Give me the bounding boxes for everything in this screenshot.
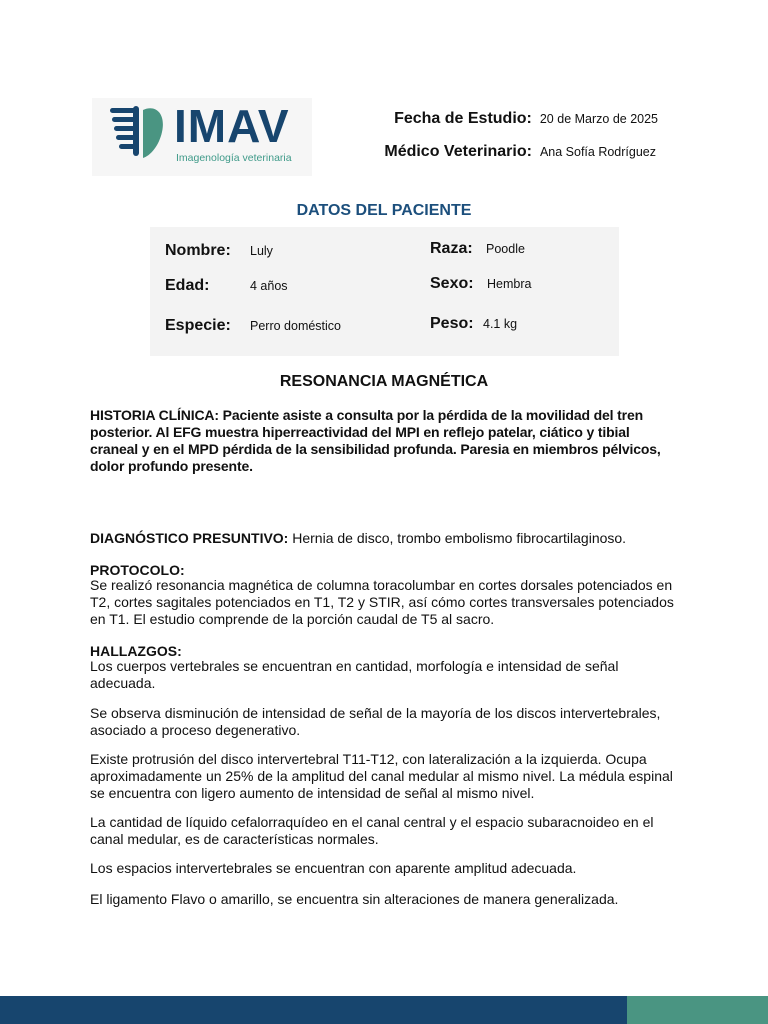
patient-weight-value: 4.1 kg: [483, 317, 518, 331]
report-title-text: RESONANCIA MAGNÉTICA: [279, 373, 489, 390]
patient-name: [165, 242, 273, 260]
patient-weight: [430, 315, 517, 333]
veterinarian-label: Médico Veterinario:: [384, 143, 532, 160]
study-date-label: Fecha de Estudio:: [394, 110, 532, 127]
patient-age-value: 4 años: [250, 279, 288, 293]
footer-bar: [0, 996, 768, 1024]
patient-breed-label: Raza:: [430, 240, 473, 257]
patient-age: [165, 277, 288, 295]
finding-item: Existe protrusión del disco intervertebral T11-T12, con lateralización a la izquierda. Ocupa aproximadamente un 25% de la amplitud del canal medular al mismo nivel. La médula espinal se encuentra con ligero aumento de intensidad de señal al mismo nivel.: [90, 751, 673, 801]
patient-data-box: [150, 227, 619, 356]
patient-weight-label: Peso:: [430, 315, 474, 332]
patient-breed: [430, 240, 525, 258]
imav-logo: [92, 98, 312, 176]
finding-item: El ligamento Flavo o amarillo, se encuentra sin alteraciones de manera generalizada.: [90, 891, 619, 907]
finding-item: Los cuerpos vertebrales se encuentran en cantidad, morfología e intensidad de señal adecuada.: [90, 658, 619, 691]
patient-section-title: DATOS DEL PACIENTE: [296, 202, 472, 219]
finding-item: La cantidad de líquido cefalorraquídeo en el canal central y el espacio subaracnoideo en el canal medular, es de características normales.: [90, 814, 654, 847]
footer-bar-teal: [627, 996, 768, 1024]
patient-breed-value: Poodle: [486, 242, 525, 256]
clinical-history: HISTORIA CLÍNICA: Paciente asiste a consulta por la pérdida de la movilidad del tren posterior. Al EFG muestra hiperreactividad del MPI en reflejo patelar, ciático y tibial craneal y en el MPD pérdida de la sensibilidad profunda. Paresia en miembros pélvicos, dolor profundo presente.: [90, 407, 661, 474]
patient-name-label: Nombre:: [165, 242, 231, 259]
patient-age-label: Edad:: [165, 277, 210, 294]
patient-sex-label: Sexo:: [430, 275, 474, 292]
study-date: [394, 109, 658, 129]
presumptive-diagnosis: [90, 530, 680, 547]
logo-tagline: Imagenología veterinaria: [176, 152, 292, 164]
findings-label: HALLAZGOS:: [90, 643, 182, 659]
study-date-value: 20 de Marzo de 2025: [539, 112, 658, 126]
footer-bar-navy: [0, 996, 627, 1024]
report-title: [0, 373, 768, 391]
protocol-label: PROTOCOLO:: [90, 562, 185, 578]
patient-sex: [430, 275, 531, 293]
diagnosis-text: Hernia de disco, trombo embolismo fibrocartilaginoso.: [288, 530, 627, 546]
patient-name-value: Luly: [250, 244, 273, 258]
logo-wordmark: IMAV: [174, 100, 290, 152]
veterinarian: [384, 142, 656, 162]
diagnosis-label: DIAGNÓSTICO PRESUNTIVO:: [90, 530, 289, 546]
finding-item: Los espacios intervertebrales se encuentran con aparente amplitud adecuada.: [90, 860, 577, 876]
spine-lung-icon: [106, 104, 170, 162]
patient-species: [165, 317, 341, 335]
patient-species-label: Especie:: [165, 317, 231, 334]
protocol-text: Se realizó resonancia magnética de columna toracolumbar en cortes dorsales potenciados en T2, cortes sagitales potenciados en T1, T2 y STIR, así cómo cortes transversales potenciados en T1. El estudio comprende de la porción caudal de T5 al sacro.: [90, 577, 674, 627]
patient-sex-value: Hembra: [487, 277, 532, 291]
patient-species-value: Perro doméstico: [250, 319, 342, 333]
finding-item: Se observa disminución de intensidad de señal de la mayoría de los discos intervertebrales, asociado a proceso degenerativo.: [90, 705, 661, 738]
veterinarian-value: Ana Sofía Rodríguez: [539, 145, 656, 159]
